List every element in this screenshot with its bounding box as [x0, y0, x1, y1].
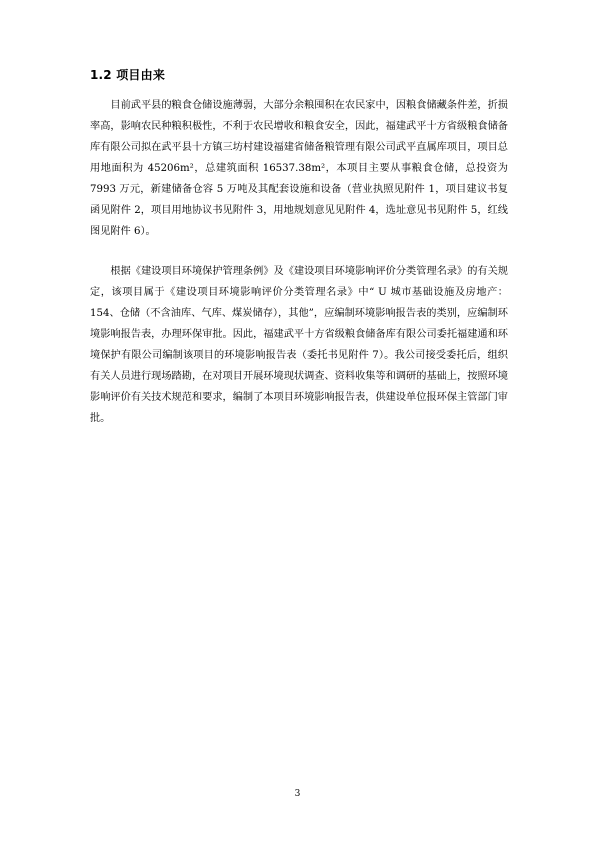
paragraph-regulatory-basis: 根据《建设项目环境保护管理条例》及《建设项目环境影响评价分类管理名录》的有关规定，该项目属于《建设项目环境影响评价分类管理名录》中“ U 城市基础设施及房地产：154、仓储（不含油库、气库、煤炭储存），其他”，应编制环境影响报告表的类别，应编制环境影响报告表，办理环保审批。因此，福建武平十方省级粮食储备库有限公司委托福建通和环境保护有限公司编制该项目的环境影响报告表（委托书见附件 7）。我公司接受委托后，组织有关人员进行现场踏勘，在对项目开展环境现状调查、资料收集等和调研的基础上，按照环境影响评价有关技术规范和要求，编制了本项目环境影响报告表，供建设单位报环保主管部门审批。 [90, 266, 508, 424]
paragraph-project-background: 目前武平县的粮食仓储设施薄弱，大部分余粮囤积在农民家中，因粮食储藏条件差，折损率高，影响农民种粮积极性，不利于农民增收和粮食安全，因此，福建武平十方省级粮食储备库有限公司拟在武平县十方镇三坊村建设福建省储备粮管理有限公司武平直属库项目，项目总用地面积为 45206m²，总建筑面积 16537.38m²，本项目主要从事粮食仓储，总投资为 7993 万元，新建储备仓容 5 万吨及其配套设施和设备（营业执照见附件 1，项目建议书复函见附件 2，项目用地协议书见附件 3，用地规划意见见附件 4，选址意见书见附件 5，红线图见附件 6）。 [90, 100, 508, 237]
page-number: 3 [294, 789, 301, 799]
section-heading: 1.2 项目由来 [90, 68, 166, 82]
